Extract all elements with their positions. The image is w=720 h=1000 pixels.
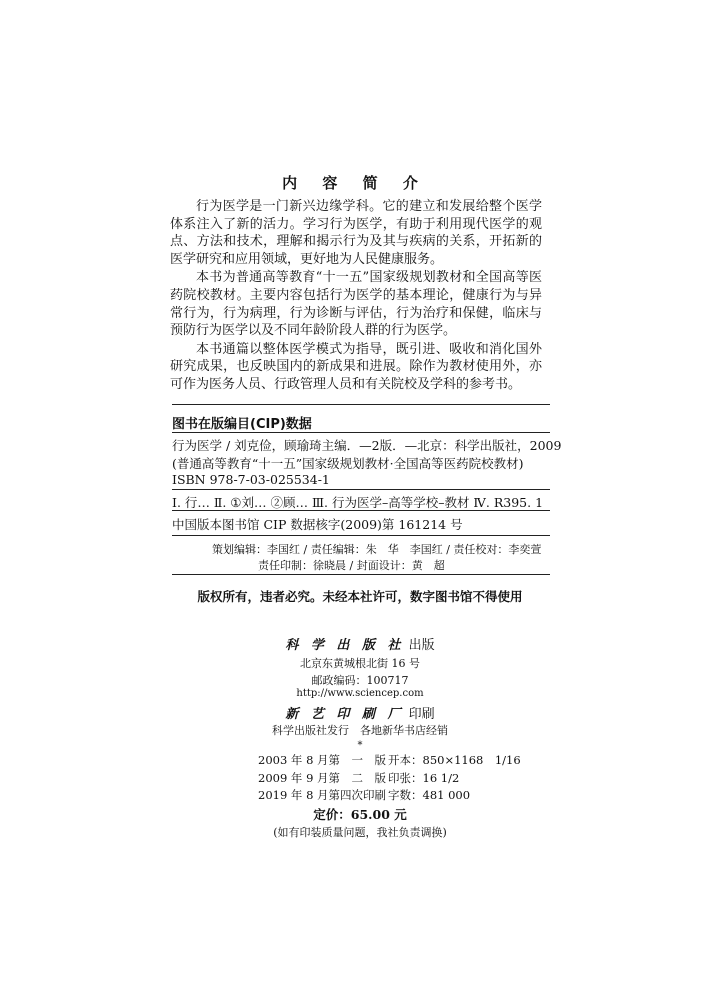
edition-date: 2019 年 8 月第四次印刷 [258, 788, 387, 802]
summary-paragraph: 本书通篇以整体医学模式为指导，既引进、吸收和消化国外研究成果，也反映国内的新成果和进展。除作为教材使用外，亦可作为医务人员、行政管理人员和有关院校及学科的参考书。 [170, 341, 542, 392]
summary-paragraph: 本书为普通高等教育“十一五”国家级规划教材和全国高等医药院校教材。主要内容包括行为医学的基本理论，健康行为与异常行为，行为病理，行为诊断与评估，行为治疗和保健，临床与预防行为医学以及不同年龄阶段人群的行为医学。 [170, 270, 542, 339]
staff-line: 策划编辑：李国红 / 责任编辑：朱 华 李国红 / 责任校对：李奕萱 [212, 543, 542, 556]
price: 定价：65.00 元 [313, 807, 407, 822]
copyright-notice: 版权所有，违者必究。未经本社许可，数字图书馆不得使用 [197, 589, 523, 604]
staff-line: 责任印制：徐晓晨 / 封面设计：黄 超 [258, 559, 445, 572]
quality-note: (如有印装质量问题，我社负责调换) [273, 826, 447, 839]
publisher-postcode: 邮政编码：100717 [311, 674, 409, 687]
divider [172, 574, 550, 575]
cip-isbn: ISBN 978-7-03-025534-1 [172, 472, 330, 487]
summary-body [170, 198, 542, 395]
edition-spec: 开本：850×1168 1/16 [388, 753, 521, 767]
cip-bibliographic-line: 行为医学 / 刘克俭，顾瑜琦主编．—2版．—北京：科学出版社，2009 [172, 438, 562, 453]
publisher-role: 出版 [408, 638, 435, 653]
distribution-line: 科学出版社发行 各地新华书店经销 [272, 724, 448, 737]
printer-role: 印刷 [408, 707, 435, 722]
cip-series-line: (普通高等教育“十一五”国家级规划教材·全国高等医药院校教材) [172, 456, 524, 471]
edition-date: 2003 年 8 月第 一 版 [258, 753, 387, 767]
divider [172, 404, 550, 405]
edition-row [258, 770, 459, 786]
divider [172, 489, 550, 490]
summary-paragraph: 行为医学是一门新兴边缘学科。它的建立和发展给整个医学体系注入了新的活力。学习行为医学，有助于利用现代医学的观点、方法和技术，理解和揭示行为及其与疾病的关系，开拓新的医学研究和应用领域，更好地为人民健康服务。 [170, 199, 542, 267]
cip-number: 中国版本图书馆 CIP 数据核字(2009)第 161214 号 [172, 517, 463, 532]
edition-spec: 印张：16 1/2 [388, 771, 460, 785]
printer-name: 新 艺 印 刷 厂 [285, 707, 405, 722]
summary-title: 内 容 简 介 [282, 174, 428, 192]
publisher-line [160, 634, 560, 653]
edition-date: 2009 年 9 月第 二 版 [258, 771, 387, 785]
divider [172, 432, 550, 433]
edition-row [258, 787, 470, 803]
separator-star: * [357, 740, 363, 751]
publisher-name: 科 学 出 版 社 [285, 638, 405, 653]
edition-spec: 字数：481 000 [388, 788, 471, 802]
publisher-url: http://www.sciencep.com [296, 688, 424, 699]
cip-classification: Ⅰ. 行… Ⅱ. ①刘… ②顾… Ⅲ. 行为医学–高等学校–教材 Ⅳ. R395. 1 [172, 495, 544, 510]
edition-row [258, 752, 521, 768]
printer-line [160, 703, 560, 722]
divider [172, 510, 550, 511]
cip-title: 图书在版编目(CIP)数据 [172, 417, 312, 432]
divider [172, 535, 550, 536]
publisher-address: 北京东黄城根北街 16 号 [300, 657, 420, 670]
